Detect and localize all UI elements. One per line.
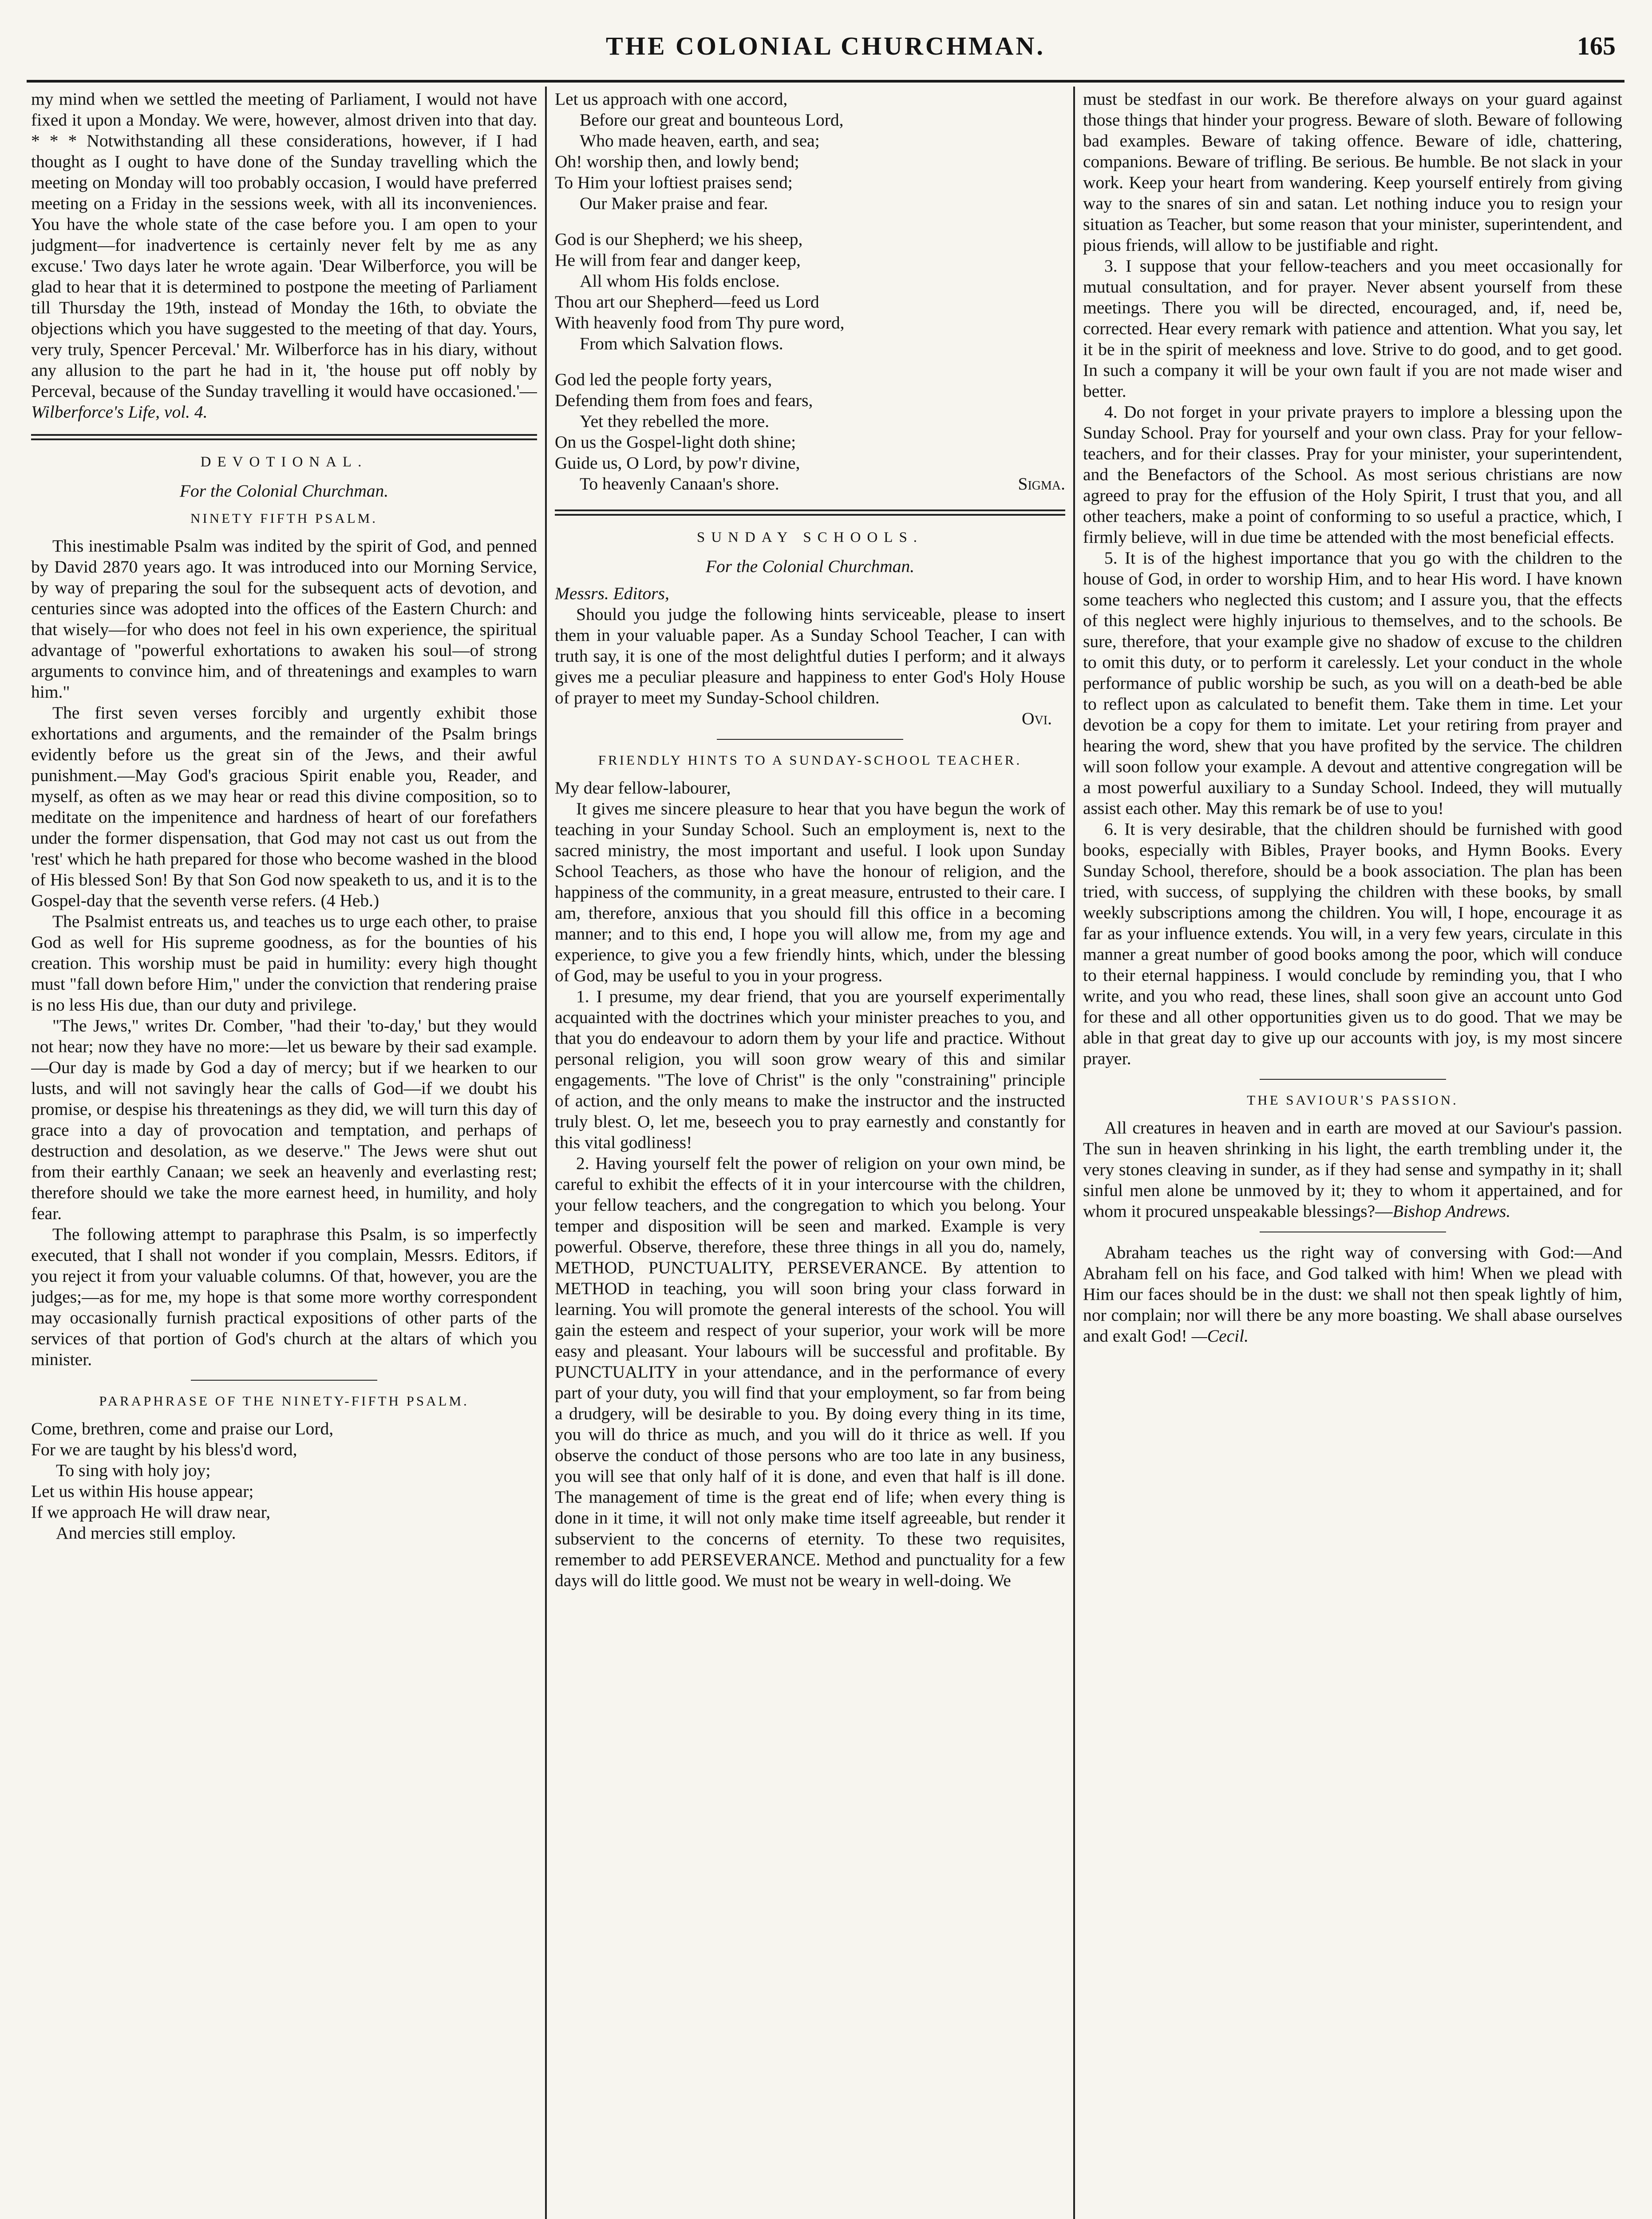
poem-line: Who made heaven, earth, and sea; [580,131,820,150]
letter-salutation: Messrs. Editors, [555,584,669,603]
saviours-passion-text: All creatures in heaven and in earth are moved at our Saviour's passion. The sun in heaven shrinking in his light, the earth trembling under it, the very stones cleaving in sunder, as if they had sense and sympathy in it; shall sinful men alone be unmoved by it; they to whom it appertained, and for whom it procured unspeakable blessings?—Bishop Andrews. [1083,1118,1622,1221]
devotional-section-title: DEVOTIONAL. [200,454,368,470]
saviours-passion-byline: Bishop Andrews. [1392,1201,1511,1221]
poem-line: Let us within His house appear; [31,1481,254,1501]
sunday-schools-subtitle: For the Colonial Churchman. [705,557,915,576]
abraham-text: Abraham teaches us the right way of conversing with God:—And Abraham fell on his face, and God talked with him! When we plead with Him our faces should be in the dust: we shall not then speak lightly of him, nor complain; nor will there be any more boasting. We shall abase ourselves and exalt God! —Cecil. [1083,1243,1622,1346]
column-divider-2 [1073,87,1075,2219]
hints-paragraph: 3. I suppose that your fellow-teachers and you meet occasionally for mutual consultation, and for prayer. Never absent yourself from these meetings. There you will be directed, encouraged, and, if, need be, corrected. Hear every remark with patience and attention. What you say, let it be in the spirit of meekness and love. Strive to do good, and to get good. In such a company it will be your own fault if you are not made wiser and better. [1083,256,1622,401]
hints-paragraph: 5. It is of the highest importance that you go with the children to the house of God, in order to worship Him, and to hear His word. I have known some teachers who neglected this custom; and I assure you, that the effects of this neglect were highly injurious to themselves, and to the schools. Be sure, therefore, that your example give no shadow of excuse to the children to omit this duty, or to perform it carelessly. Let your conduct in the whole performance of public worship be such, as you will on a death-bed be able to reflect upon as calculated to benefit them. Take them in time. Let your devotion be a copy for them to imitate. Let your retiring from prayer and hearing the word, shew that you have profited by the service. The children will soon follow your example. A devout and attentive congregation will be a most powerful auxiliary to a Sunday School. Indeed, they will mutually assist each other. May this remark be of use to you! [1083,548,1622,818]
hints-paragraph: 2. Having yourself felt the power of religion on your own mind, be careful to exhibit the effects of it in your intercourse with the children, your fellow teachers, and the congregation to which you belong. Your temper and disposition will be seen and marked. Example is very powerful. Observe, therefore, these three things in all you do, namely, METHOD, PUNCTUALITY, PERSEVERANCE. By attention to METHOD in teaching, you will soon bring your class forward in learning. You will promote the general interests of the school. You will gain the esteem and respect of your superior, your work will be more easy and pleasant. Your labours will be successful and profitable. By PUNCTUALITY in your attendance, and in the performance of every part of your duty, you will find that your employment, so far from being a drudgery, will be desirable to you. By doing every thing in its time, you will do thrice as much, and you will do it thrice as well. If you observe the conduct of those persons who are too late in any business, you will see that only half of it is done, and even that half is ill done. The management of time is the great end of life; when every thing is done in it time, it will not only make time itself agreeable, but render it subservient to the concerns of eternity. To these two requisites, remember to add PERSEVERANCE. Method and punctuality for a few days will do little good. We must not be weary in well-doing. We [555,1153,1065,1590]
poem-signature: Sigma. [1018,474,1065,494]
psalm-paragraph: This inestimable Psalm was indited by the spirit of God, and penned by David 2870 years ago. It was introduced into our Morning Service, by way of preparing the soul for the subsequent acts of devotion, and centuries since was adopted into the offices of the Eastern Church: and that wisely—for who does not feel in his own experience, the spiritual advantage of "powerful exhortations to awaken his soul—of strong arguments to convince him, and of threatenings and examples to warn him." [31,536,537,702]
abraham-byline: —Cecil. [1191,1326,1249,1346]
poem-line: Come, brethren, come and praise our Lord, [31,1419,334,1438]
hints-paragraph: 1. I presume, my dear friend, that you are yourself experimentally acquainted with the doctrines which your minister preaches to you, and that you do endeavour to adorn them by your life and practice. Without personal religion, you will soon grow weary of this and similar engagements. "The love of Christ" is the only "constraining" principle of action, and the only means to make the instructor and the instructed truly blest. O, let me, beseech you to pray earnestly and constantly for this vital godliness! [555,987,1065,1152]
letter-signature-row [555,708,1065,729]
letter-signature: Ovi. [1022,709,1052,728]
article-rule [1260,1079,1446,1080]
poem-line: God led the people forty years, [555,370,772,389]
poem-line: On us the Gospel-light doth shine; [555,432,796,452]
poem-line: With heavenly food from Thy pure word, [555,313,845,332]
poem-line: Thou art our Shepherd—feed us Lord [555,292,819,312]
column-1 [31,89,537,2219]
paraphrase-title: PARAPHRASE OF THE NINETY-FIFTH PSALM. [99,1393,469,1409]
devotional-subtitle: For the Colonial Churchman. [179,481,389,501]
psalm-paragraph: "The Jews," writes Dr. Comber, "had their 'to-day,' but they would not hear; now they have no more:—let us beware by their sad example.—Our day is made by God a day of mercy; but if we hearken to our lusts, and will not savingly hear the calls of God—if we doubt his promise, or despise his threatenings as they did, we will turn this day of grace into a day of provocation and temptation, and perhaps of destruction and desolation, as we deserve." The Jews were shut out from their earthly Canaan; we seek an heavenly and everlasting rest; therefore should we take the more earnest heed, in humility, and holy fear. [31,1016,537,1223]
column-2 [555,89,1065,2219]
psalm-article-title: NINETY FIFTH PSALM. [190,510,378,526]
poem-line: Oh! worship then, and lowly bend; [555,152,799,171]
poem-line: If we approach He will draw near, [31,1502,271,1522]
psalm-paragraph: The Psalmist entreats us, and teaches us to urge each other, to praise God as well for His supreme goodness, as for the bounties of his creation. This worship must be paid in humility: every high thought must "fall down before Him," under the conviction that rendering praise is no less His due, than our duty and privilege. [31,912,537,1015]
wilberforce-byline: Wilberforce's Life, vol. 4. [31,402,208,422]
psalm-paragraph: The following attempt to paraphrase this Psalm, is so imperfectly executed, that I shall not wonder if you complain, Messrs. Editors, if you reject it from your valuable columns. Of that, however, you are the judges;—as for me, my hope is that some more worthy correspondent may occasionally furnish practical expositions of other parts of the services of that portion of God's church at the altars of which you minister. [31,1224,537,1369]
poem-line: Let us approach with one accord, [555,89,788,109]
sunday-schools-section-title: SUNDAY SCHOOLS. [696,529,924,545]
article-rule [717,739,903,740]
article-rule [191,1380,377,1381]
psalm-poem-stanza-2 [555,229,1065,354]
hints-salutation: My dear fellow-labourer, [555,778,731,798]
hints-title: FRIENDLY HINTS TO A SUNDAY-SCHOOL TEACHER. [598,752,1022,768]
poem-line: Before our great and bounteous Lord, [580,110,844,130]
psalm-poem-stanza-1 [555,89,1065,214]
newspaper-title: THE COLONIAL CHURCHMAN. [606,32,1045,60]
page-header [27,14,1624,81]
poem-line: And mercies still employ. [56,1523,236,1543]
poem-line: To sing with holy joy; [56,1461,211,1480]
poem-line: For we are taught by his bless'd word, [31,1440,297,1459]
hints-paragraph: It gives me sincere pleasure to hear that you have begun the work of teaching in your Sunday School. Such an employment is, next to the sacred ministry, the most important and useful. I look upon Sunday School Teachers, as those who have the honour of religion, and the happiness of the community, in a great measure, entrusted to their care. I am, therefore, anxious that you should fill this office in a becoming manner; and to this end, I hope you will allow me, from my age and experience, to give you a few friendly hints, which, under the blessing of God, may be useful to you in your progress. [555,799,1065,985]
hints-paragraph: must be stedfast in our work. Be therefore always on your guard against those things that hinder your progress. Beware of sloth. Beware of following bad examples. Beware of taking offence. Beware of idle, chattering, companions. Beware of trifling. Be serious. Be humble. Be not slack in your work. Keep your heart from wandering. Keep yourself entirely from giving way to the snares of sin and satan. Let nothing induce you to resign your situation as Teacher, but some reason that your minister, superintendent, and pious friends, will allow to be justifiable and right. [1083,89,1622,255]
poem-line: Guide us, O Lord, by pow'r divine, [555,453,800,473]
poem-line-with-signature: To heavenly Canaan's shore. Sigma. [580,474,1065,494]
paraphrase-poem [31,1418,537,1544]
poem-line: Defending them from foes and fears, [555,391,813,410]
column-3 [1083,89,1622,2219]
poem-line: God is our Shepherd; we his sheep, [555,229,803,249]
hints-paragraph: 4. Do not forget in your private prayers to implore a blessing upon the Sunday School. Pray for yourself and your own class. Pray for your fellow-teachers, and for their classes. Pray for your minister, your superintendent, and the Benefactors of the School. As most serious christians are now agreed to pray for the effusion of the Holy Spirit, I trust that you, and all other teachers, make a point of conforming to so useful a practice, which, I firmly believe, will in due time be attended with the most beneficial effects. [1083,402,1622,547]
psalm-poem-stanza-3 [555,369,1065,494]
section-rule [31,434,537,440]
wilberforce-excerpt: my mind when we settled the meeting of Parliament, I would not have fixed it upon a Monday. We were, however, almost driven into that day. * * * Notwithstanding all these considerations, however, if I had thought as I ought to have done of the Sunday travelling which the meeting on Monday will too probably occasion, I would have preferred meeting on a Friday in the sessions week, with all its inconveniences. You have the whole state of the case before you. I am open to your judgment—for inadvertence is certainly never felt by me as any excuse.' Two days later he wrote again. 'Dear Wilberforce, you will be glad to hear that it is determined to postpone the meeting of Parliament till Thursday the 19th, instead of Monday the 16th, to obviate the objections which you have suggested to the meeting of that day. Yours, very truly, Spencer Perceval.' Mr. Wilberforce has in his diary, without any allusion to the part he had in it, 'the house put off nobly by Perceval, because of the Sunday travelling it would have occasioned.'—Wilberforce's Life, vol. 4. [31,89,537,422]
psalm-paragraph: The first seven verses forcibly and urgently exhibit those exhortations and arguments, and the remainder of the Psalm brings evidently before us the great sin of the Jews, and their awful punishment.—May God's gracious Spirit enable you, Reader, and myself, as often as we may hear or read this divine composition, so to meditate on the impenitence and hardness of heart of our forefathers under the former dispensation, that God may not cast us out from the 'rest' which he hath prepared for those who become washed in the blood of His blessed Son! By that Son God now speaketh to us, and it is to the Gospel-day that the seventh verse refers. (4 Heb.) [31,703,537,910]
poem-line: From which Salvation flows. [580,334,783,353]
saviours-passion-title: THE SAVIOUR'S PASSION. [1247,1092,1458,1108]
page-number: 165 [1577,32,1616,60]
poem-line: Our Maker praise and fear. [580,193,768,213]
poem-line: Yet they rebelled the more. [580,411,770,431]
poem-line: He will from fear and danger keep, [555,250,801,270]
hints-paragraph: 6. It is very desirable, that the children should be furnished with good books, especially with Bibles, Prayer books, and Hymn Books. Every Sunday School, therefore, should be a book association. The plan has been tried, with success, of supplying the children with these books, by small weekly subscriptions among the children. You will, I hope, encourage it as far as your influence extends. You will, in a very few years, circulate in this manner a great number of good books among the poor, which will conduce to their eternal happiness. I would conclude by reminding you, that I who write, and you who read, these lines, shall soon give an account unto God for these and all other opportunities given us to do good. That we may be able in that great day to give up our accounts with joy, is my most sincere prayer. [1083,819,1622,1068]
letter-paragraph: Should you judge the following hints serviceable, please to insert them in your valuable paper. As a Sunday School Teacher, I can with truth say, it is one of the most delightful duties I perform; and it always gives me a peculiar pleasure and happiness to enter God's Holy House of prayer to meet my Sunday-School children. [555,604,1065,707]
section-rule [555,509,1065,516]
poem-line: All whom His folds enclose. [580,271,780,291]
poem-line: To Him your loftiest praises send; [555,173,793,192]
header-rule [27,80,1624,83]
column-divider-1 [545,87,547,2219]
